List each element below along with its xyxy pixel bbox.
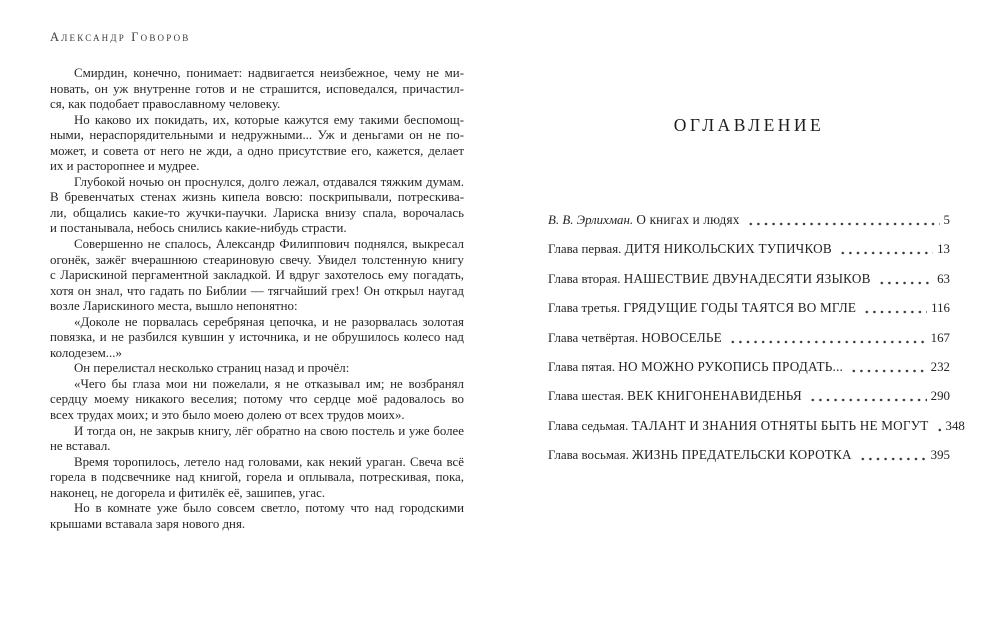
toc-entry-prefix: Глава первая. (548, 242, 625, 257)
toc-entry-label (548, 330, 722, 346)
right-page (548, 0, 965, 477)
toc-entry (548, 241, 950, 257)
text-line: Он перелистал несколько страниц назад и прочёл: (74, 361, 350, 376)
toc-entry-title: ВЕК КНИГОНЕНАВИДЕНЬЯ (627, 388, 802, 404)
toc-entry-page-number: 5 (943, 213, 950, 227)
dot-leader (863, 310, 927, 314)
toc-entry-title: НОВОСЕЛЬЕ (641, 329, 722, 345)
paragraph (50, 315, 464, 362)
text-line: может, и совета от него не жди, а одно присутствие его, кажется, делает (50, 143, 464, 158)
text-line: горела в подсвечнике над книгой, горела и оплывала, потрескивая, пока, (50, 470, 464, 485)
toc-entry-label (548, 418, 929, 434)
text-line: сердцу моему никакого веселия; потому что сердце моё радовалось во (50, 392, 464, 407)
text-line: всех трудах моих; и это было моею долею от всех трудов моих». (50, 408, 405, 423)
text-line: ли, общались какие-то жучки-паучки. Лариска внизу спала, ворочалась (50, 205, 464, 220)
body-text (50, 66, 464, 532)
toc-entry-prefix: Глава третья. (548, 301, 624, 316)
toc-entry-page-number: 348 (945, 418, 965, 433)
paragraph (50, 501, 464, 532)
toc-entry-prefix: Глава вторая. (548, 271, 624, 286)
text-line: «Доколе не порвалась серебряная цепочка, и не разорвалась золотая (74, 314, 464, 329)
toc-entry-label (548, 212, 740, 228)
text-line: и постанывала, небось снились какие-нибудь страсти. (50, 221, 347, 236)
text-line: наконец, не догорела и фитилёк её, зашипев, угас. (50, 485, 326, 500)
dot-leader (936, 428, 942, 432)
text-line: их и расторопнее и мудрее. (50, 159, 200, 174)
toc-entry-title: НО МОЖНО РУКОПИСЬ ПРОДАТЬ... (618, 358, 844, 374)
toc-entry-title: ТАЛАНТ И ЗНАНИЯ ОТНЯТЫ БЫТЬ НЕ МОГУТ (631, 417, 929, 433)
text-line: Глубокой ночью он проснулся, долго лежал, отдавался тяжким думам. (74, 174, 464, 189)
text-line: ся, как подобает православному человеку. (50, 97, 281, 112)
toc-entry-prefix: Глава четвёртая. (548, 330, 642, 345)
dot-leader (839, 251, 933, 255)
dot-leader (850, 369, 927, 373)
text-line: возле Ларискиного места, вышло непонятно: (50, 299, 298, 314)
text-line: крышами вставала заря нового дня. (50, 516, 246, 531)
toc-entry-label (548, 300, 856, 316)
dot-leader (747, 222, 940, 226)
toc-entry-prefix: Глава пятая. (548, 359, 619, 374)
text-line: новать, он уж внутренне готов и не страшится, исповедался, причастил- (50, 81, 464, 96)
left-page (50, 30, 464, 532)
toc-entry-prefix: Глава шестая. (548, 389, 628, 404)
paragraph (50, 237, 464, 315)
toc-entry-page-number: 116 (931, 301, 950, 316)
toc-entry-prefix: Глава седьмая. (548, 418, 632, 433)
paragraph (50, 361, 464, 377)
toc-entry-title: О книгах и людях (636, 212, 740, 227)
toc-entry-page-number: 167 (930, 330, 950, 345)
text-line: Смирдин, конечно, понимает: надвигается неизбежное, чему не ми- (74, 66, 464, 80)
toc-entry-page-number: 395 (930, 448, 950, 463)
text-line: Совершенно не спалось, Александр Филиппович поднялся, выкресал (74, 237, 464, 252)
toc-entry-prefix: Глава восьмая. (548, 448, 633, 463)
text-line: Но каково их покидать, их, которые кажутся ему такими беспомощ- (74, 112, 464, 127)
text-line: хотя он знал, что гадать по Библии — тягчайший грех! Он открыл наугад (50, 283, 464, 298)
toc-entry (548, 330, 950, 346)
toc-title: ОГЛАВЛЕНИЕ (673, 115, 825, 135)
paragraph (50, 113, 464, 175)
toc-entry-title: ЖИЗНЬ ПРЕДАТЕЛЬСКИ КОРОТКА (632, 447, 852, 463)
text-line: И тогда он, не закрыв книгу, лёг обратно на свою постель и уже более (74, 423, 464, 438)
toc-entry-label (548, 447, 852, 463)
toc-entry-title: ГРЯДУЩИЕ ГОДЫ ТАЯТСЯ ВО МГЛЕ (623, 300, 857, 316)
text-line: «Чего бы глаза мои ни пожелали, я не отказывал им; не возбранял (74, 376, 464, 391)
toc-entry-label (548, 241, 832, 257)
text-line: огонёк, зажёг вчерашнюю стеариновую свечу. Увидел толстенную книгу (50, 252, 464, 267)
toc-entry-title: ДИТЯ НИКОЛЬСКИХ ТУПИЧКОВ (624, 241, 832, 257)
paragraph (50, 455, 464, 502)
paragraph (50, 424, 464, 455)
toc-entry (548, 271, 950, 287)
text-line: Время торопилось, летело над головами, как некий ураган. Свеча всё (74, 454, 464, 469)
toc-entry-page-number: 232 (930, 359, 950, 374)
toc-entry (548, 300, 950, 316)
toc-entry-label (548, 388, 802, 404)
text-line: с Ларискиной пергаментной закладкой. И вдруг захотелось ему погадать, (50, 268, 464, 283)
toc-entry-page-number: 290 (930, 389, 950, 404)
paragraph (50, 377, 464, 424)
text-line: Но в комнате уже было совсем светло, потому что над городскими (74, 501, 464, 516)
dot-leader (859, 457, 927, 461)
toc-entry-label (548, 359, 843, 375)
toc-entry (548, 447, 950, 463)
toc-entry-label (548, 271, 871, 287)
text-line: В бревенчатых стенах жизнь кипела вовсю: поскрипывали, потрескива- (50, 190, 464, 205)
text-line: колодезем...» (50, 345, 122, 360)
paragraph (50, 175, 464, 237)
toc-entry-page-number: 13 (937, 242, 950, 257)
paragraph (50, 66, 464, 113)
toc-entry-prefix: В. В. Эрлихман. (548, 213, 637, 227)
dot-leader (809, 398, 927, 402)
toc-entry-page-number: 63 (937, 271, 950, 286)
dot-leader (729, 340, 927, 344)
text-line: повязка, и не разбился кувшин у источника, и не обрушилось колесо над (50, 330, 464, 345)
text-line: не вставал. (50, 439, 111, 454)
toc-list (548, 212, 965, 463)
text-line: ными, нераспорядительными и недружными... Уж и деньгами он не по- (50, 128, 464, 143)
toc-entry (548, 212, 950, 228)
toc-entry (548, 417, 965, 434)
toc-entry (548, 388, 950, 404)
toc-entry (548, 359, 950, 375)
toc-entry-title: НАШЕСТВИЕ ДВУНАДЕСЯТИ ЯЗЫКОВ (623, 270, 871, 286)
dot-leader (878, 281, 934, 285)
running-head: Александр Говоров (50, 30, 191, 44)
